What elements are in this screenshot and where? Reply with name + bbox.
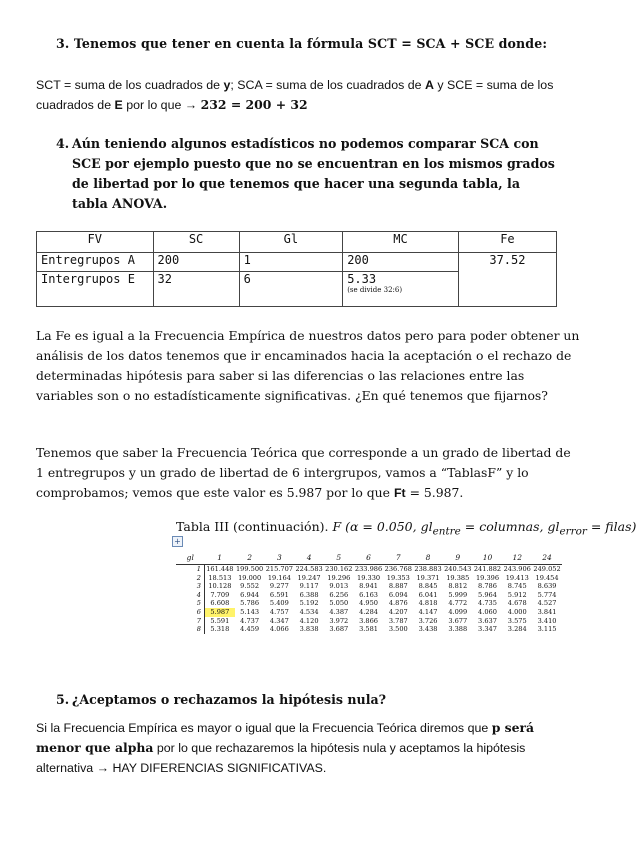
f-table-cell: 3.115 [537, 625, 557, 634]
f-table-cell: 4.737 [240, 616, 260, 625]
f-table-cell: 4.387 [329, 607, 349, 616]
anova-cell-sc: 200 [153, 253, 239, 272]
f-table-column-header: 6 [354, 550, 384, 565]
f-table-cell: 8.941 [359, 582, 378, 591]
f-table-cell: 9.552 [240, 582, 260, 591]
f-table-cell-highlighted: 5.987 [205, 608, 235, 617]
f-table-cell: 19.164 [267, 573, 291, 582]
f-table-column-header: 5 [324, 550, 354, 565]
f-table-cell: 233.986 [354, 565, 383, 573]
f-table-cell: 3.972 [329, 616, 349, 625]
anova-cell-fv: Intergrupos E [37, 272, 154, 307]
expand-plus-icon[interactable]: + [172, 536, 183, 547]
f-table-cell: 161.448 [206, 565, 234, 573]
section-4-text: Aún teniendo algunos estadísticos no podemos comparar SCA con SCE por ejemplo puesto que no se encuentran en los mismos grados de libertad por lo que tenemos que hacer una segunda tabla, la tabla ANOVA. [72, 136, 555, 211]
f-table-cell: 5.999 [448, 590, 468, 599]
f-table-cell: 3.575 [507, 616, 527, 625]
f-table-cell: 3.677 [448, 616, 468, 625]
section-5-number: 5. [56, 692, 70, 707]
f-table-cell: 230.162 [325, 565, 353, 573]
f-table-cell: 4.772 [448, 599, 468, 608]
f-table-row-gl: 6 [176, 608, 205, 617]
f-table-cell: 19.371 [416, 573, 440, 582]
f-table-cell: 3.787 [388, 616, 408, 625]
sct-definition-paragraph: SCT = suma de los cuadrados de y; SCA = suma de los cuadrados de A y SCE = suma de los cuadrados de E por lo que → 232 = 200 + 32 [36, 78, 554, 112]
anova-mc-value: 5.33 [347, 272, 377, 286]
anova-header-row [37, 232, 557, 253]
f-table-cell: 4.534 [299, 607, 319, 616]
f-table-cell: 5.591 [210, 616, 230, 625]
f-distribution-table-image [172, 519, 636, 689]
f-table-header-row [176, 550, 562, 565]
f-table-cell: 3.726 [418, 616, 438, 625]
f-table-cell: 10.128 [208, 582, 232, 591]
f-table-cell: 19.000 [238, 573, 262, 582]
f-table-row [176, 625, 562, 634]
f-table-cell: 4.099 [448, 607, 468, 616]
f-table-row [176, 617, 562, 626]
f-table-cell: 19.454 [535, 573, 559, 582]
anova-cell-gl: 6 [239, 272, 343, 307]
f-table-cell: 3.500 [388, 625, 408, 634]
f-table-cell: 6.094 [388, 590, 408, 599]
anova-header-sc: SC [153, 232, 239, 253]
f-table-row-gl: 4 [176, 591, 205, 600]
f-table-row [176, 582, 562, 591]
f-table-cell: 19.413 [505, 573, 529, 582]
anova-cell-gl: 1 [239, 253, 343, 272]
f-table-cell: 19.330 [357, 573, 381, 582]
f-table-cell: 5.318 [210, 625, 230, 634]
anova-header-mc: MC [343, 232, 459, 253]
f-table-row-gl: 7 [176, 617, 205, 626]
f-table-row-gl: 5 [176, 599, 205, 608]
f-table-cell: 4.818 [418, 599, 438, 608]
f-table-cell: 4.876 [388, 599, 408, 608]
f-table-column-header: 24 [532, 550, 562, 565]
f-table-cell: 4.284 [359, 607, 378, 616]
anova-table [36, 231, 557, 307]
f-table-cell: 3.388 [448, 625, 468, 634]
f-table-cell: 4.066 [269, 625, 289, 634]
f-table-cell: 3.284 [507, 625, 527, 634]
f-table-cell: 3.637 [478, 616, 497, 625]
f-table-cell: 243.906 [503, 565, 531, 573]
anova-header-fv: FV [37, 232, 154, 253]
f-table-column-header: 1 [205, 550, 235, 565]
f-table-column-header: 4 [294, 550, 324, 565]
f-table-cell: 4.207 [388, 607, 408, 616]
f-table-cell: 3.347 [478, 625, 497, 634]
frecuencia-empirica-paragraph: La Fe es igual a la Frecuencia Empírica de nuestros datos pero para poder obtener un análisis de los datos tenemos que ir encaminados hacia la aceptación o el rechazo de determinadas hipótesis para saber si las diferencias o las relaciones entre las variables son o no estadísticamente significativas. ¿En qué tenemos que fijarnos? [36, 328, 580, 403]
f-table-cell: 19.247 [297, 573, 321, 582]
f-table-cell: 236.768 [384, 565, 412, 573]
f-table-column-header: 8 [413, 550, 443, 565]
f-table-cell: 249.052 [533, 565, 561, 573]
f-table-cell: 4.459 [240, 625, 260, 634]
anova-row-entregrupos [37, 253, 557, 272]
f-table-row [176, 591, 562, 600]
f-table-cell: 8.786 [478, 582, 497, 591]
anova-header-fe: Fe [458, 232, 556, 253]
f-table-cell: 5.050 [329, 599, 349, 608]
f-table-row [176, 574, 562, 583]
f-table-cell: 4.060 [478, 607, 497, 616]
anova-cell-mc: 200 [343, 253, 459, 272]
f-table-cell: 19.353 [386, 573, 410, 582]
anova-cell-mc [343, 272, 459, 307]
f-table-cell: 8.812 [448, 582, 468, 591]
f-table-cell: 5.409 [269, 599, 289, 608]
anova-header-gl: Gl [239, 232, 343, 253]
f-table-row-gl: 1 [176, 565, 205, 574]
anova-cell-sc: 32 [153, 272, 239, 307]
f-table-cell: 3.687 [329, 625, 349, 634]
f-table-cell: 3.838 [299, 625, 319, 634]
f-table-cell: 8.887 [388, 582, 408, 591]
f-table-row-gl: 8 [176, 625, 205, 634]
f-table-cell: 19.296 [327, 573, 351, 582]
f-table-column-header: 10 [473, 550, 503, 565]
f-table-cell: 4.147 [418, 607, 438, 616]
f-table-cell: 215.707 [265, 565, 293, 573]
f-table-row [176, 565, 562, 574]
f-table-cell: 241.882 [473, 565, 502, 573]
f-table-cell: 224.583 [295, 565, 323, 573]
f-table-cell: 7.709 [210, 590, 230, 599]
f-table-cell: 8.845 [418, 582, 438, 591]
section-4-heading [56, 134, 556, 214]
f-table-cell: 19.396 [475, 573, 500, 582]
anova-mc-note: (se divide 32:6) [347, 286, 403, 294]
f-table-cell: 18.513 [208, 573, 232, 582]
anova-cell-fe: 37.52 [458, 253, 556, 307]
section-5-heading [56, 692, 556, 707]
f-table-cell: 4.950 [359, 599, 378, 608]
f-table-column-header: 12 [502, 550, 532, 565]
f-table-cell: 5.786 [240, 599, 260, 608]
section-4-number: 4. [56, 136, 70, 151]
f-table-cell: 9.277 [269, 582, 289, 591]
f-table-cell: 199.500 [235, 565, 264, 573]
f-table-cell: 6.591 [269, 590, 289, 599]
f-critical-values-table [176, 550, 562, 634]
f-table-cell: 3.581 [359, 625, 378, 634]
frecuencia-teorica-paragraph: Tenemos que saber la Frecuencia Teórica que corresponde a un grado de libertad de 1 entregrupos y un grado de libertad de 6 intergrupos, vamos a “TablasF” y lo comprobamos; vemos que este valor es 5.987 por lo que Ft = 5.987. [36, 445, 571, 500]
f-table-row [176, 599, 562, 608]
f-table-cell: 4.527 [537, 599, 557, 608]
f-table-cell: 8.745 [507, 582, 527, 591]
f-table-cell: 5.912 [507, 590, 527, 599]
f-table-cell: 5.774 [537, 590, 557, 599]
f-table-row [176, 608, 562, 617]
f-table-cell: 4.120 [299, 616, 319, 625]
f-table-cell: 5.143 [240, 607, 260, 616]
f-table-cell: 4.678 [507, 599, 527, 608]
conclusion-paragraph: Si la Frecuencia Empírica es mayor o igual que la Frecuencia Teórica diremos que p será menor que alpha por lo que rechazaremos la hipótesis nula y aceptamos la hipótesis alternativa → HAY DIFERENCIAS SIGNIFICATIVAS. [36, 720, 535, 775]
f-table-cell: 8.639 [537, 582, 557, 591]
f-table-cell: 9.117 [299, 582, 319, 591]
f-table-cell: 4.000 [507, 607, 527, 616]
f-table-cell: 6.256 [329, 590, 349, 599]
f-table-cell: 4.735 [478, 599, 497, 608]
f-table-cell: 5.964 [478, 590, 497, 599]
f-table-cell: 6.944 [240, 590, 260, 599]
f-table-cell: 6.041 [418, 590, 438, 599]
anova-cell-fv: Entregrupos A [37, 253, 154, 272]
f-table-cell: 9.013 [329, 582, 349, 591]
f-table-column-header: 9 [443, 550, 473, 565]
f-table-cell: 3.438 [418, 625, 438, 634]
f-table-caption: Tabla III (continuación). F (α = 0.050, $gl_{entre}$ = columnas, $gl_{error}$ = filas) [176, 519, 636, 538]
f-table-cell: 4.757 [269, 607, 289, 616]
f-table-row-gl: 3 [176, 582, 205, 591]
f-table-column-header: 7 [383, 550, 413, 565]
f-table-row-gl: 2 [176, 574, 205, 583]
f-table-gl-header: gl [176, 550, 205, 565]
f-table-column-header: 2 [235, 550, 265, 565]
section-5-text: ¿Aceptamos o rechazamos la hipótesis nula? [72, 692, 387, 707]
f-table-cell: 19.385 [446, 573, 470, 582]
f-table-cell: 4.347 [269, 616, 289, 625]
f-table-cell: 3.866 [359, 616, 378, 625]
f-table-cell: 240.543 [444, 565, 472, 573]
f-table-cell: 3.410 [537, 616, 557, 625]
f-table-cell: 238.883 [414, 565, 442, 573]
section-3-heading: 3. Tenemos que tener en cuenta la fórmula SCT = SCA + SCE donde: [56, 36, 548, 51]
f-table-cell: 5.192 [299, 599, 319, 608]
f-table-column-header: 3 [264, 550, 294, 565]
f-table-cell: 6.163 [359, 590, 378, 599]
f-table-cell: 6.608 [210, 599, 230, 608]
f-table-cell: 3.841 [537, 607, 557, 616]
f-table-cell: 6.388 [299, 590, 319, 599]
